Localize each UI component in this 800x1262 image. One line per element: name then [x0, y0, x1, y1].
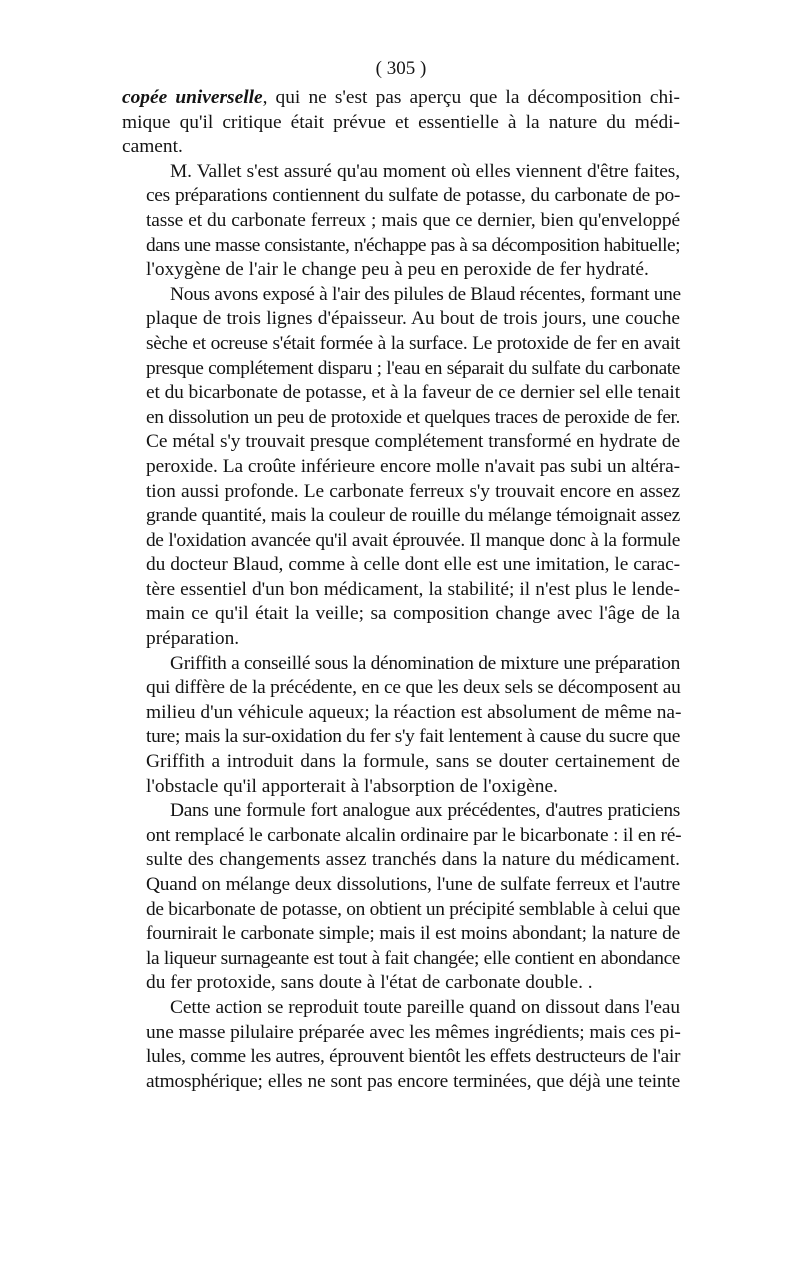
text-line: milieu d'un véhicule aqueux; la réaction est absolument de même na- — [146, 701, 682, 723]
text-line: du docteur Blaud, comme à celle dont elle est une imitation, le carac- — [146, 554, 680, 576]
text-line: Ce métal s'y trouvait presque complétement transformé en hydrate de — [146, 431, 680, 453]
paragraph-5 — [122, 799, 680, 996]
text-line: sulte des changements assez tranchés dans la nature du médicament. — [146, 849, 680, 871]
italic-term: copée universelle — [122, 87, 263, 108]
text-line: l'oxygène de l'air le change peu à peu en peroxide de fer hydraté. — [146, 259, 649, 281]
text-line: du fer protoxide, sans doute à l'état de carbonate double. . — [146, 972, 593, 994]
document-page — [122, 58, 680, 1094]
text-line: préparation. — [146, 628, 240, 650]
text-line: l'obstacle qu'il apporterait à l'absorption de l'oxigène. — [146, 775, 558, 797]
text-line: fournirait le carbonate simple; mais il est moins abondant; la nature de — [146, 923, 680, 945]
text-line: ces préparations contiennent du sulfate de potasse, du carbonate de po- — [146, 185, 680, 207]
text-line: Griffith a conseillé sous la dénomination de mixture une préparation — [170, 652, 680, 674]
text-line: presque complétement disparu ; l'eau en séparait du sulfate du carbonate — [146, 357, 680, 379]
text-line: lules, comme les autres, éprouvent bientôt les effets destructeurs de l'air — [146, 1046, 681, 1068]
text-line: Dans une formule fort analogue aux précédentes, d'autres praticiens — [170, 800, 680, 822]
paragraph-4 — [122, 652, 680, 800]
text-line: Griffith a introduit dans la formule, sans se douter certainement de — [146, 751, 680, 773]
text-line: tère essentiel d'un bon médicament, la stabilité; il n'est plus le lende- — [146, 578, 680, 600]
text-line: la liqueur surnageante est tout à fait changée; elle contient en abondance — [146, 947, 680, 969]
text-line: peroxide. La croûte inférieure encore molle n'avait pas subi un altéra- — [146, 455, 680, 477]
text-line: de l'oxidation avancée qu'il avait éprouvée. Il manque donc à la formule — [146, 529, 680, 551]
text-line: atmosphérique; elles ne sont pas encore terminées, que déjà une teinte — [146, 1070, 680, 1092]
paragraph-3 — [122, 283, 680, 652]
text-line: mique qu'il critique était prévue et essentielle à la nature du médi- — [122, 111, 680, 133]
text-line: tion aussi profonde. Le carbonate ferreux s'y trouvait encore en assez — [146, 480, 680, 502]
text-line: Quand on mélange deux dissolutions, l'une de sulfate ferreux et l'autre — [146, 874, 680, 895]
paragraph-1 — [122, 86, 680, 160]
text-line: et du bicarbonate de potasse, et à la faveur de ce dernier sel elle tenait — [146, 382, 680, 404]
text-line: Cette action se reproduit toute pareille quand on dissout dans l'eau — [170, 996, 680, 1018]
paragraph-6 — [122, 996, 680, 1094]
text-line: Nous avons exposé à l'air des pilules de Blaud récentes, formant une — [170, 283, 681, 305]
text-line: grande quantité, mais la couleur de rouille du mélange témoignait assez — [146, 505, 680, 527]
text-line: en dissolution un peu de protoxide et quelques traces de peroxide de fer. — [146, 406, 680, 428]
text-line: ont remplacé le carbonate alcalin ordinaire par le bicarbonate : il en ré- — [146, 824, 682, 846]
paragraph-2 — [122, 160, 680, 283]
text-line: sèche et ocreuse s'était formée à la surface. Le protoxide de fer en avait — [146, 332, 680, 354]
text-line: cament. — [122, 136, 183, 158]
text-line: plaque de trois lignes d'épaisseur. Au bout de trois jours, une couche — [146, 308, 680, 330]
text-line: main ce qu'il était la veille; sa composition change avec l'âge de la — [146, 603, 680, 625]
text-line: qui diffère de la précédente, en ce que les deux sels se décomposent au — [146, 677, 681, 699]
text-line: M. Vallet s'est assuré qu'au moment où elles viennent d'être faites, — [170, 160, 680, 182]
text-line: une masse pilulaire préparée avec les mêmes ingrédients; mais ces pi- — [146, 1021, 681, 1043]
text-line: , qui ne s'est pas aperçu que la décomposition chi- — [262, 87, 680, 108]
text-line: dans une masse consistante, n'échappe pas à sa décomposition habituelle; — [146, 234, 680, 256]
page-number: ( 305 ) — [375, 58, 427, 79]
text-line: de bicarbonate de potasse, on obtient un précipité semblable à celui que — [146, 898, 681, 920]
text-line: ture; mais la sur-oxidation du fer s'y fait lentement à cause du sucre que — [146, 726, 680, 748]
text-line: tasse et du carbonate ferreux ; mais que ce dernier, bien qu'enveloppé — [146, 209, 680, 231]
